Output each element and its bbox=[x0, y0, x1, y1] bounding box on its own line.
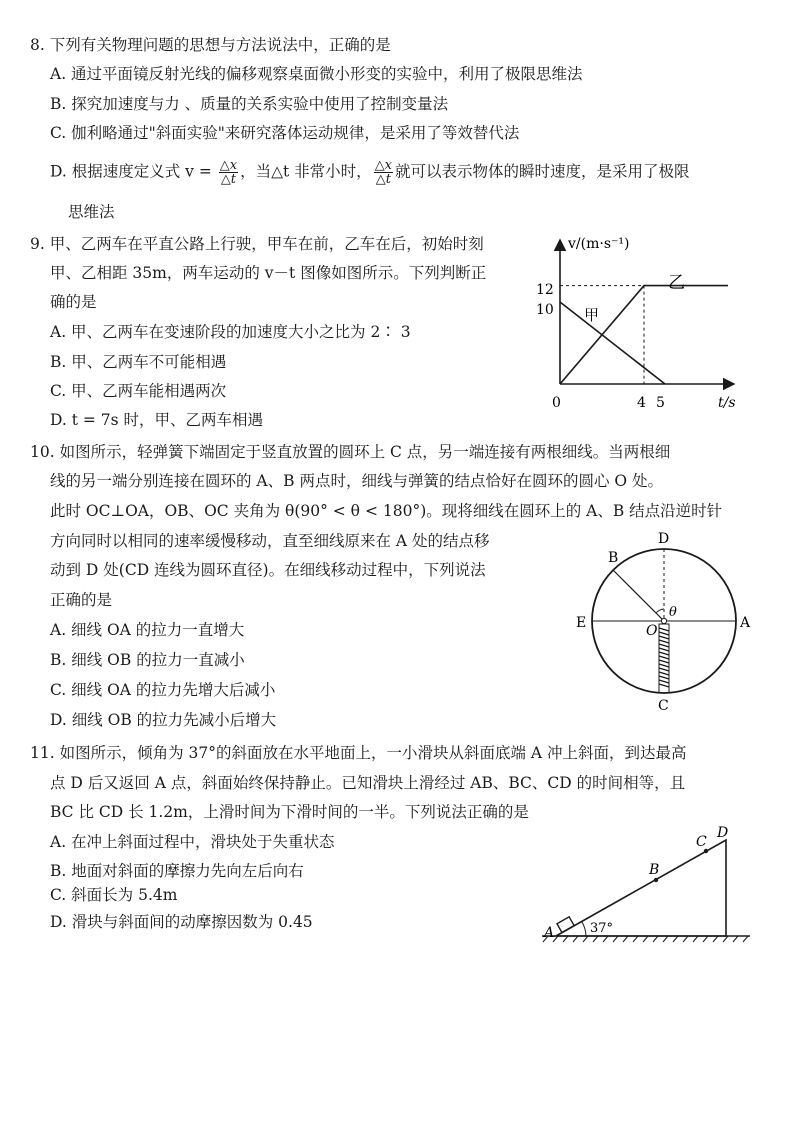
series-label-jia: 甲 bbox=[584, 306, 600, 324]
x-tick-label-5: 5 bbox=[656, 395, 665, 411]
spring bbox=[659, 624, 669, 693]
q9-stem-line2: 甲、乙相距 35m，两车运动的 v－t 图像如图所示。下列判断正 bbox=[50, 264, 487, 282]
label-angle: 37° bbox=[590, 921, 614, 936]
series-label-yi: 乙 bbox=[668, 273, 685, 293]
q10-stem-line6: 正确的是 bbox=[50, 591, 113, 609]
q8-option-d-part1: D. 根据速度定义式 v = bbox=[50, 162, 212, 181]
fraction bbox=[219, 159, 238, 186]
q10-stem-line4: 方向同时以相同的速率缓慢移动，直至细线原来在 A 处的结点移 bbox=[50, 532, 490, 550]
label-c: C bbox=[658, 698, 669, 714]
q9-option-d: D. t = 7s 时，甲、乙两车相遇 bbox=[50, 411, 264, 429]
x-tick-label-0: 0 bbox=[552, 395, 561, 411]
q11-option-c: C. 斜面长为 5.4m bbox=[50, 886, 178, 904]
slider-block bbox=[557, 917, 574, 933]
fraction bbox=[374, 159, 393, 186]
q8-option-c: C. 伽利略通过"斜面实验"来研究落体运动规律，是采用了等效替代法 bbox=[50, 124, 520, 142]
q8-stem: 8. 下列有关物理问题的思想与方法说法中，正确的是 bbox=[30, 36, 391, 54]
q8-option-b: B. 探究加速度与力 、质量的关系实验中使用了控制变量法 bbox=[50, 95, 449, 113]
y-axis-label: v/(m·s⁻¹) bbox=[568, 236, 630, 252]
incline bbox=[556, 840, 726, 936]
q10-option-b: B. 细线 OB 的拉力一直减小 bbox=[50, 651, 245, 669]
q10-option-d: D. 细线 OB 的拉力先减小后增大 bbox=[50, 711, 277, 729]
label-c: C bbox=[696, 834, 707, 850]
q10-stem-line2: 线的另一端分别连接在圆环的 A、B 两点时，细线与弹簧的结点恰好在圆环的圆心 O 处。 bbox=[50, 472, 664, 490]
fraction-numerator: △x bbox=[374, 158, 393, 173]
q10-option-a: A. 细线 OA 的拉力一直增大 bbox=[50, 621, 245, 639]
label-o: O bbox=[646, 623, 658, 639]
q11-stem-line1: 11. 如图所示，倾角为 37°的斜面放在水平地面上，一小滑块从斜面底端 A 冲上斜面，到达最高 bbox=[30, 744, 687, 762]
fraction-denominator: △t bbox=[375, 172, 391, 187]
q9-stem-line3: 确的是 bbox=[50, 293, 97, 311]
q11-option-d: D. 滑块与斜面间的动摩擦因数为 0.45 bbox=[50, 913, 313, 931]
thread-ob bbox=[613, 570, 664, 621]
label-b: B bbox=[608, 550, 619, 566]
q8-option-d bbox=[50, 159, 690, 186]
theta-arc bbox=[656, 609, 664, 613]
x-axis-label: t/s bbox=[718, 395, 736, 411]
q11-stem-line2: 点 D 后又返回 A 点，斜面始终保持静止。已知滑块上滑经过 AB、BC、CD 的时间相等，且 bbox=[50, 774, 686, 792]
q8-option-a: A. 通过平面镜反射光线的偏移观察桌面微小形变的实验中，利用了极限思维法 bbox=[50, 65, 583, 83]
x-tick-label-4: 4 bbox=[637, 395, 646, 411]
q8-option-d-part3: 就可以表示物体的瞬时速度，是采用了极限 bbox=[395, 162, 690, 181]
fraction-numerator: △x bbox=[219, 158, 238, 173]
label-b: B bbox=[649, 862, 660, 878]
q9-option-c: C. 甲、乙两车能相遇两次 bbox=[50, 382, 227, 400]
label-theta: θ bbox=[669, 605, 677, 620]
incline-figure bbox=[536, 824, 758, 946]
q9-option-a: A. 甲、乙两车在变速阶段的加速度大小之比为 2∶ 3 bbox=[50, 323, 411, 341]
point-b bbox=[654, 878, 658, 882]
y-tick-label-12: 12 bbox=[536, 282, 554, 298]
q10-stem-line3: 此时 OC⊥OA，OB、OC 夹角为 θ(90° < θ < 180°)。现将细线在圆环上的 A、B 结点沿逆时针 bbox=[50, 502, 723, 520]
angle-arc bbox=[582, 922, 586, 936]
q9-option-b: B. 甲、乙两车不可能相遇 bbox=[50, 353, 227, 371]
vt-graph bbox=[520, 230, 750, 420]
q11-stem-line3: BC 比 CD 长 1.2m，上滑时间为下滑时间的一半。下列说法正确的是 bbox=[50, 803, 529, 821]
ground-hatching bbox=[543, 936, 748, 942]
label-d: D bbox=[658, 531, 670, 547]
q10-stem-line1: 10. 如图所示，轻弹簧下端固定于竖直放置的圆环上 C 点，另一端连接有两根细线。当两根细 bbox=[30, 443, 671, 461]
label-a: A bbox=[740, 615, 751, 631]
q11-option-a: A. 在冲上斜面过程中，滑块处于失重状态 bbox=[50, 833, 335, 851]
ring-figure bbox=[572, 528, 768, 714]
y-tick-label-10: 10 bbox=[536, 302, 554, 318]
q11-option-b: B. 地面对斜面的摩擦力先向左后向右 bbox=[50, 862, 304, 880]
label-a: A bbox=[544, 925, 555, 941]
label-e: E bbox=[576, 615, 587, 631]
fraction-denominator: △t bbox=[220, 172, 237, 187]
q8-option-d-part2: ，当△t 非常小时， bbox=[240, 162, 372, 181]
knot-o bbox=[661, 618, 666, 623]
label-d: D bbox=[717, 825, 729, 841]
q9-stem-line1: 9. 甲、乙两车在平直公路上行驶，甲车在前，乙车在后，初始时刻 bbox=[30, 235, 484, 253]
series-line-jia bbox=[560, 302, 665, 384]
q10-stem-line5: 动到 D 处(CD 连线为圆环直径)。在细线移动过程中，下列说法 bbox=[50, 561, 486, 579]
q8-option-d-continuation: 思维法 bbox=[68, 203, 115, 221]
q10-option-c: C. 细线 OA 的拉力先增大后减小 bbox=[50, 681, 276, 699]
